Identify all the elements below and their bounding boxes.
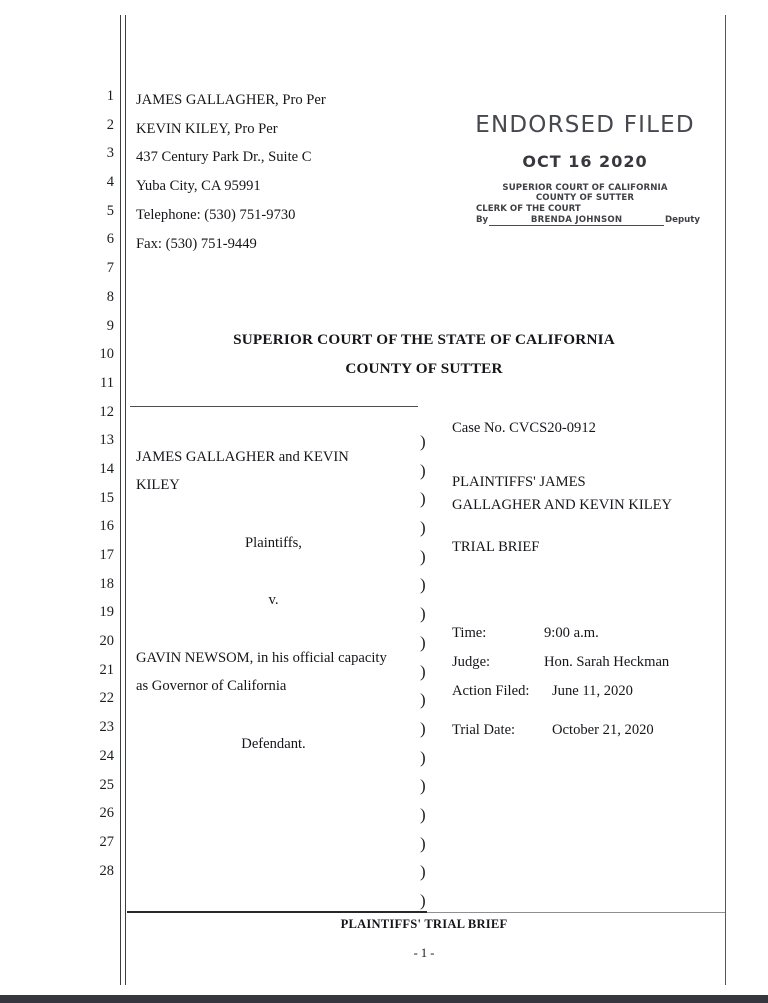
caption-paren: )	[420, 489, 426, 509]
court-heading	[136, 326, 712, 383]
caption-paren: )	[420, 891, 426, 910]
attorney-block-line: JAMES GALLAGHER, Pro Per	[136, 92, 326, 108]
caption-paren-column	[420, 428, 440, 916]
footer-document-title: PLAINTIFFS' TRIAL BRIEF	[340, 917, 508, 931]
caption-top-rule	[130, 406, 418, 407]
line-number: 4	[106, 174, 114, 191]
detail-action-filed-value: June 11, 2020	[552, 682, 633, 699]
detail-action-filed-label: Action Filed:	[452, 682, 530, 699]
caption-paren: )	[420, 804, 426, 824]
caption-party-line: GAVIN NEWSOM, in his official capacity	[136, 649, 387, 666]
attorney-block-line: 437 Century Park Dr., Suite C	[136, 149, 312, 166]
pleading-rule-right	[725, 15, 726, 985]
caption-spacer-line	[136, 414, 411, 443]
caption-paren: )	[420, 432, 426, 451]
line-number: 27	[99, 833, 114, 850]
caption-party-line: KILEY	[136, 477, 180, 494]
caption-paren: )	[420, 833, 426, 853]
line-number: 18	[99, 575, 114, 592]
stamp-filed-date: OCT 16 2020	[522, 152, 648, 171]
caption-paren: )	[420, 604, 426, 624]
pleading-rule-left-outer	[120, 15, 121, 985]
attorney-block-line: Fax: (530) 751-9449	[136, 235, 257, 252]
line-number: 23	[99, 719, 114, 736]
stamp-clerk-name: BRENDA JOHNSON	[489, 215, 664, 226]
caption-paren: )	[420, 518, 426, 538]
caption-spacer-line	[136, 758, 411, 787]
attorney-block-line: Telephone: (530) 751-9730	[136, 206, 296, 223]
document-title-line-1: PLAINTIFFS' JAMES	[452, 474, 586, 491]
document-title-line-2: GALLAGHER AND KEVIN KILEY	[452, 497, 673, 514]
line-number: 15	[99, 489, 114, 506]
attorney-block-line: KEVIN KILEY, Pro Per	[136, 120, 278, 137]
caption-paren: )	[420, 718, 426, 738]
caption-paren: )	[420, 546, 426, 566]
line-number: 10	[99, 346, 114, 363]
caption-spacer-line	[136, 844, 411, 873]
caption-spacer-line	[136, 701, 411, 730]
detail-judge-value: Hon. Sarah Heckman	[544, 654, 670, 671]
line-number: 1	[106, 88, 114, 104]
line-number: 16	[99, 518, 114, 535]
line-number: 12	[99, 403, 114, 420]
caption-party-line: Plaintiffs,	[245, 534, 302, 551]
line-number: 14	[99, 460, 114, 477]
line-number: 2	[106, 116, 114, 133]
detail-judge-label: Judge:	[452, 654, 491, 671]
line-number: 5	[106, 202, 114, 219]
document-title-line-3: TRIAL BRIEF	[452, 539, 540, 556]
line-number: 22	[99, 690, 114, 707]
line-number: 3	[106, 145, 114, 162]
caption-party-line: Defendant.	[241, 735, 306, 752]
stamp-endorsed-filed: ENDORSED FILED	[475, 112, 695, 138]
stamp-court-line-2: COUNTY OF SUTTER	[535, 192, 635, 203]
line-number: 13	[99, 432, 114, 449]
caption-paren: )	[420, 747, 426, 767]
detail-action-filed	[452, 677, 714, 706]
caption-paren: )	[420, 575, 426, 595]
footer-rule	[127, 912, 725, 913]
stamp-clerk-of-the-court: CLERK OF THE COURT	[476, 204, 581, 215]
case-number: Case No. CVCS20-0912	[452, 420, 596, 436]
caption-paren: )	[420, 776, 426, 796]
detail-time-value: 9:00 a.m.	[544, 625, 599, 642]
case-caption	[136, 414, 716, 914]
line-number: 24	[99, 747, 114, 764]
caption-paren: )	[420, 661, 426, 681]
line-number: 11	[100, 374, 114, 391]
pleading-rule-left-inner	[125, 15, 126, 985]
detail-time	[452, 619, 714, 648]
caption-spacer-line	[136, 615, 411, 644]
detail-trial-date-label: Trial Date:	[452, 721, 516, 738]
caption-party-line: as Governor of California	[136, 678, 287, 695]
detail-judge	[452, 648, 714, 677]
stamp-court-name	[470, 184, 700, 203]
file-stamp	[470, 112, 700, 226]
detail-trial-date	[452, 716, 714, 745]
attorney-block	[136, 86, 436, 258]
attorney-block-line: Yuba City, CA 95991	[136, 178, 261, 195]
caption-spacer-line	[136, 873, 411, 902]
caption-spacer-line	[136, 816, 411, 845]
line-number: 9	[106, 317, 114, 334]
stamp-by-label: By	[476, 215, 489, 226]
line-number: 21	[99, 661, 114, 678]
line-number: 19	[99, 604, 114, 621]
court-heading-line-1: SUPERIOR COURT OF THE STATE OF CALIFORNIA	[233, 331, 615, 348]
caption-spacer-line	[136, 500, 411, 529]
footer-page-number: - 1 -	[413, 946, 435, 960]
page-bottom-band	[0, 995, 768, 1003]
line-number: 17	[99, 547, 114, 563]
caption-case-info	[452, 414, 714, 744]
line-number: 8	[106, 288, 114, 305]
caption-paren: )	[420, 862, 426, 882]
stamp-deputy-label: Deputy	[665, 215, 700, 226]
line-number: 28	[99, 862, 114, 879]
line-number: 20	[99, 633, 114, 650]
stamp-signature-row	[470, 215, 700, 226]
stamp-court-line-1: SUPERIOR COURT OF CALIFORNIA	[502, 183, 668, 193]
line-number: 6	[106, 231, 114, 248]
line-number: 25	[99, 776, 114, 793]
caption-spacer-line	[136, 557, 411, 586]
caption-party-line: v.	[268, 592, 279, 609]
line-number: 7	[106, 260, 114, 277]
caption-party-line: JAMES GALLAGHER and KEVIN	[136, 448, 349, 465]
caption-paren: )	[420, 460, 426, 480]
court-heading-line-2: COUNTY OF SUTTER	[345, 359, 503, 377]
caption-paren: )	[420, 632, 426, 652]
caption-spacer-line	[136, 787, 411, 816]
detail-trial-date-value: October 21, 2020	[552, 721, 654, 738]
caption-parties	[136, 414, 411, 902]
line-number-column	[86, 82, 114, 885]
line-number: 26	[99, 805, 114, 822]
caption-paren: )	[420, 690, 426, 710]
detail-time-label: Time:	[452, 625, 487, 642]
